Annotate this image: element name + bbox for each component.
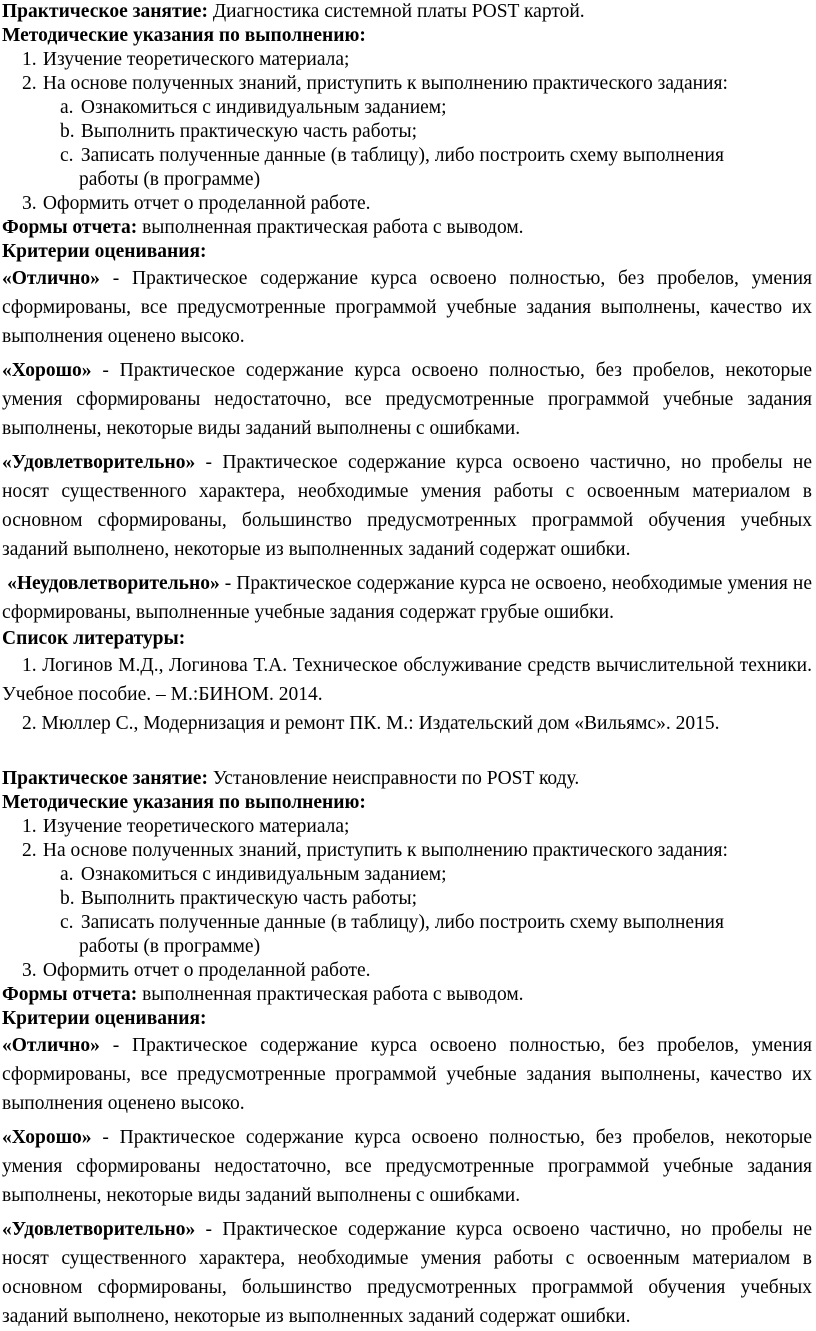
substep-item — [2, 887, 812, 911]
literature-heading: Список литературы: — [2, 628, 186, 649]
grade-label: «Отлично» — [2, 268, 100, 289]
grade-description: - Практическое содержание курса освоено полностью, без пробелов, умения сформированы, все предусмотренные программой учебные задания выполнены, качество их выполнения оценено высоко. — [2, 1035, 812, 1114]
criterion-excellent — [2, 264, 812, 351]
criterion-excellent — [2, 1031, 812, 1118]
step-text: На основе полученных знаний, приступить к выполнению практического задания: — [42, 73, 728, 94]
practice-section-1 — [2, 0, 812, 738]
grade-description: - Практическое содержание курса освоено частично, но пробелы не носят существенного характера, необходимые умения работы с освоенным материалом в основном сформированы, большинство предусмотренных программой обучения учебных заданий выполнено, некоторые из выполненных заданий содержат ошибки. — [2, 452, 812, 560]
criteria-heading: Критерии оценивания: — [2, 241, 207, 262]
literature-list — [2, 651, 812, 738]
grade-description: - Практическое содержание курса освоено полностью, без пробелов, некоторые умения сформированы недостаточно, все предусмотренные программой учебные задания выполнены, некоторые виды заданий выполнены с ошибками. — [2, 360, 812, 439]
section-title — [2, 0, 812, 24]
grade-label: «Удовлетворительно» — [2, 452, 196, 473]
substep-text: Записать полученные данные (в таблицу), либо построить схему выполнения — [80, 912, 724, 933]
substep-text: Выполнить практическую часть работы; — [80, 888, 418, 909]
criterion-satisfactory — [2, 448, 812, 564]
substep-continuation: работы (в программе) — [79, 169, 261, 190]
grade-label: «Хорошо» — [2, 1127, 92, 1148]
step-item — [2, 192, 812, 216]
step-item — [2, 959, 812, 983]
step-item — [2, 72, 812, 96]
substep-letter: a. — [60, 864, 74, 885]
step-text: Оформить отчет о проделанной работе. — [42, 960, 371, 981]
substep-item — [2, 120, 812, 144]
grade-label: «Удовлетворительно» — [2, 1219, 196, 1240]
report-label: Формы отчета: — [2, 217, 138, 238]
grade-description: - Практическое содержание курса освоено частично, но пробелы не носят существенного характера, необходимые умения работы с освоенным материалом в основном сформированы, большинство предусмотренных программой обучения учебных заданий выполнено, некоторые из выполненных заданий содержат ошибки. — [2, 1219, 812, 1327]
substep-continuation: работы (в программе) — [79, 936, 261, 957]
step-number: 1. — [22, 49, 37, 70]
substep-item — [2, 96, 812, 120]
grade-description: - Практическое содержание курса не освоено, необходимые умения не сформированы, выполненные учебные задания содержат грубые ошибки. — [2, 573, 812, 623]
grade-description: - Практическое содержание курса освоено полностью, без пробелов, некоторые умения сформированы недостаточно, все предусмотренные программой учебные задания выполнены, некоторые виды заданий выполнены с ошибками. — [2, 1127, 812, 1206]
step-number: 3. — [22, 960, 37, 981]
substep-item — [2, 144, 812, 168]
substep-letter: b. — [60, 121, 75, 142]
step-number: 2. — [22, 840, 37, 861]
section-title — [2, 767, 812, 791]
title-text: Диагностика системной платы POST картой. — [212, 1, 585, 22]
substep-text: Выполнить практическую часть работы; — [80, 121, 418, 142]
substep-text: Ознакомиться с индивидуальным заданием; — [80, 864, 447, 885]
method-heading: Методические указания по выполнению: — [2, 792, 366, 813]
substep-letter: b. — [60, 888, 75, 909]
title-label: Практическое занятие: — [2, 768, 208, 789]
step-item — [2, 815, 812, 839]
step-number: 2. — [22, 73, 37, 94]
criterion-unsatisfactory — [2, 569, 812, 627]
report-form — [2, 216, 812, 240]
criterion-satisfactory — [2, 1215, 812, 1331]
substep-item — [2, 911, 812, 935]
criterion-good — [2, 356, 812, 443]
step-number: 1. — [22, 816, 37, 837]
step-item — [2, 839, 812, 863]
report-text: выполненная практическая работа с выводом. — [142, 984, 524, 1005]
title-label: Практическое занятие: — [2, 1, 208, 22]
step-text: Изучение теоретического материала; — [42, 49, 350, 70]
substep-text: Записать полученные данные (в таблицу), либо построить схему выполнения — [80, 145, 724, 166]
step-number: 3. — [22, 193, 37, 214]
step-text: Изучение теоретического материала; — [42, 816, 350, 837]
grade-label: «Отлично» — [2, 1035, 100, 1056]
title-text: Установление неисправности по POST коду. — [212, 768, 580, 789]
substep-letter: c. — [60, 912, 74, 933]
section-spacer — [2, 738, 812, 767]
report-label: Формы отчета: — [2, 984, 138, 1005]
substep-letter: a. — [60, 97, 74, 118]
literature-item: 1. Логинов М.Д., Логинова Т.А. Техническое обслуживание средств вычислительной техники. Учебное пособие. – М.:БИНОМ. 2014. — [2, 655, 812, 705]
report-text: выполненная практическая работа с выводом. — [142, 217, 524, 238]
substep-item — [2, 863, 812, 887]
practice-section-2 — [2, 767, 812, 1331]
report-form — [2, 983, 812, 1007]
criterion-good — [2, 1123, 812, 1210]
literature-item: 2. Мюллер С., Модернизация и ремонт ПК. М.: Издательский дом «Вильямс». 2015. — [22, 713, 720, 734]
step-text: На основе полученных знаний, приступить к выполнению практического задания: — [42, 840, 728, 861]
step-text: Оформить отчет о проделанной работе. — [42, 193, 371, 214]
method-heading: Методические указания по выполнению: — [2, 25, 366, 46]
step-item — [2, 48, 812, 72]
criteria-heading: Критерии оценивания: — [2, 1008, 207, 1029]
grade-label: «Хорошо» — [2, 360, 92, 381]
substep-text: Ознакомиться с индивидуальным заданием; — [80, 97, 447, 118]
grade-label: «Неудовлетворительно» — [7, 573, 220, 594]
grade-description: - Практическое содержание курса освоено полностью, без пробелов, умения сформированы, все предусмотренные программой учебные задания выполнены, качество их выполнения оценено высоко. — [2, 268, 812, 347]
substep-letter: c. — [60, 145, 74, 166]
